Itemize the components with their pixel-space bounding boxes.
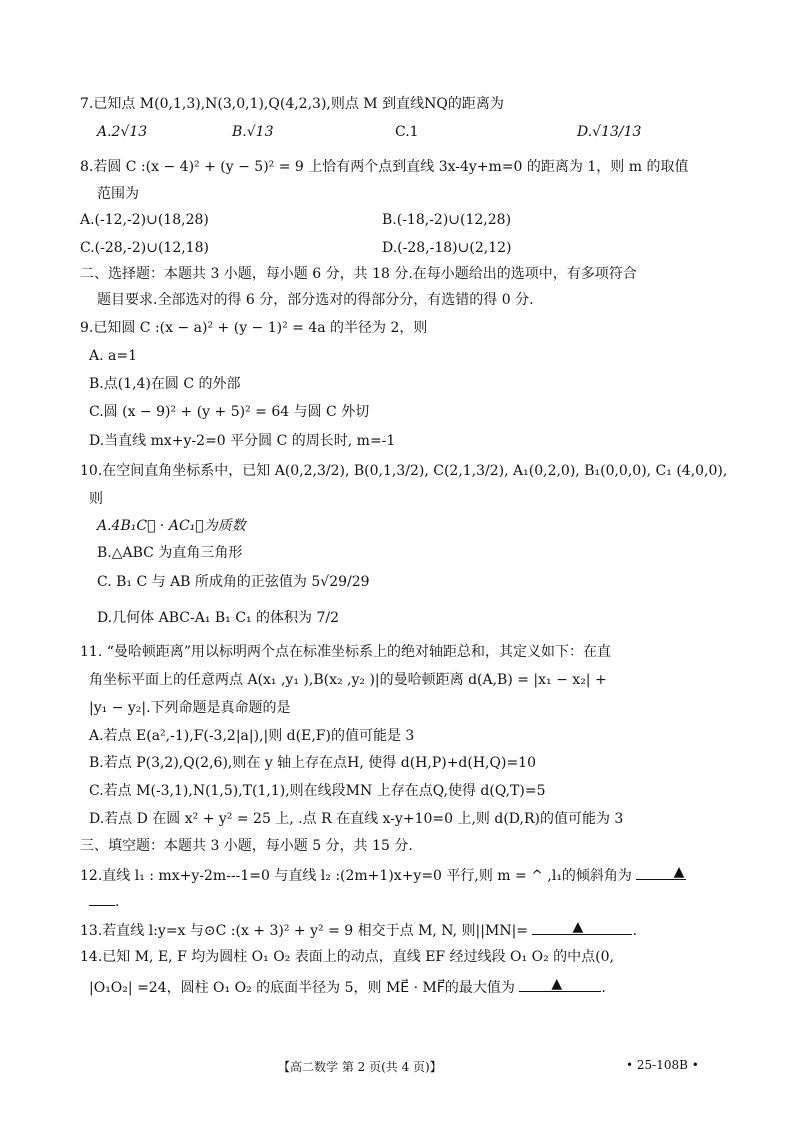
q11-option-b: B.若点 P(3,2),Q(2,6),则在 y 轴上存在点H, 使得 d(H,P)+d(H,Q)=10 [89, 755, 536, 771]
section3-heading: 三、填空题：本题共 3 小题，每小题 5 分，共 15 分. [80, 838, 413, 854]
triangle-marker-icon: ▲ [572, 919, 584, 935]
q14-stem-line2 [89, 975, 606, 998]
q12-stem [80, 863, 686, 886]
q14-answer-blank[interactable] [519, 975, 601, 992]
triangle-marker-icon: ▲ [551, 976, 563, 992]
q7-option-a: A.2√13 [97, 124, 148, 140]
q14-stem-line2-text: |O₁O₂| =24，圆柱 O₁ O₂ 的底面半径为 5，则 ME⃗ · MF⃗的最大值为 [89, 980, 515, 996]
section2-heading-line1: 二、选择题：本题共 3 小题，每小题 6 分，共 18 分.在每小题给出的选项中，有多项符合 [80, 266, 637, 282]
q12-stem-text: 12.直线 l₁ : mx+y-2m---1=0 与直线 l₂ :(2m+1)x+y=0 平行,则 m = ^ ,l₁的倾斜角为 [80, 868, 632, 884]
q13-stem-text: 13.若直线 l:y=x 与⊙C :(x + 3)² + y² = 9 相交于点 M, N, 则||MN|= [80, 923, 529, 939]
q12-answer-blank-1[interactable] [636, 863, 686, 880]
q8-option-c: C.(-28,-2)∪(12,18) [80, 240, 209, 256]
q9-option-c: C.圆 (x − 9)² + (y + 5)² = 64 与圆 C 外切 [89, 404, 370, 420]
q9-option-b: B.点(1,4)在圆 C 的外部 [89, 376, 241, 392]
q9-option-d: D.当直线 mx+y-2=0 平分圆 C 的周长时, m=-1 [89, 433, 396, 449]
q11-stem-line2: 角坐标平面上的任意两点 A(x₁ ,y₁ ),B(x₂ ,y₂ )|的曼哈顿距离 d(A,B) = |x₁ − x₂| + [89, 672, 607, 688]
q12-tail: . [115, 894, 120, 910]
triangle-marker-icon: ▲ [673, 864, 685, 880]
q9-stem: 9.已知圆 C :(x − a)² + (y − 1)² = 4a 的半径为 2，则 [80, 320, 428, 336]
q13-answer-blank[interactable] [532, 918, 632, 935]
q8-option-a: A.(-12,-2)∪(18,28) [80, 212, 209, 228]
q10-stem-line2: 则 [89, 491, 103, 507]
q10-option-b: B.△ABC 为直角三角形 [97, 545, 243, 561]
q7-option-b: B.√13 [232, 124, 274, 140]
q12-continuation [89, 889, 119, 912]
q10-stem-line1: 10.在空间直角坐标系中，已知 A(0,2,3/2), B(0,1,3/2), C(2,1,3/2), A₁(0,2,0), B₁(0,0,0), C₁ (4,0,0), [80, 463, 728, 479]
footer-page-info: 【高二数学 第 2 页(共 4 页)】 [278, 1060, 442, 1074]
section2-heading-line2: 题目要求.全部选对的得 6 分，部分选对的得部分分，有选错的得 0 分. [97, 292, 534, 308]
q11-stem-line3: |y₁ − y₂|.下列命题是真命题的是 [89, 700, 291, 716]
q8-option-d: D.(-28,-18)∪(2,12) [382, 240, 512, 256]
footer-code: • 25-108B • [626, 1058, 699, 1072]
q8-stem-line1: 8.若圆 C :(x − 4)² + (y − 5)² = 9 上恰有两个点到直线 3x-4y+m=0 的距离为 1，则 m 的取值 [80, 159, 689, 175]
q13-stem [80, 918, 637, 941]
q10-option-d: D.几何体 ABC-A₁ B₁ C₁ 的体积为 7/2 [97, 610, 340, 626]
q7-option-c: C.1 [395, 124, 419, 140]
q12-answer-blank-2[interactable] [89, 889, 115, 906]
q11-stem-line1: 11. “曼哈顿距离”用以标明两个点在标准坐标系上的绝对轴距总和，其定义如下：在直 [80, 644, 612, 660]
q9-option-a: A. a=1 [89, 348, 137, 364]
q8-option-b: B.(-18,-2)∪(12,28) [382, 212, 512, 228]
q10-option-c: C. B₁ C 与 AB 所成角的正弦值为 5√29/29 [97, 574, 370, 590]
q7-option-d: D.√13/13 [577, 124, 642, 140]
q11-option-a: A.若点 E(a²,-1),F(-3,2|a|),|则 d(E,F)的值可能是 3 [89, 728, 415, 744]
q14-tail: . [601, 980, 606, 996]
q7-stem: 7.已知点 M(0,1,3),N(3,0,1),Q(4,2,3),则点 M 到直线NQ的距离为 [80, 96, 504, 112]
q11-option-c: C.若点 M(-3,1),N(1,5),T(1,1),则在线段MN 上存在点Q,使得 d(Q,T)=5 [89, 783, 546, 799]
q13-tail: . [632, 923, 637, 939]
q14-stem-line1: 14.已知 M, E, F 均为圆柱 O₁ O₂ 表面上的动点，直线 EF 经过线段 O₁ O₂ 的中点(0, [80, 949, 614, 965]
q8-stem-line2: 范围为 [97, 186, 139, 202]
q11-option-d: D.若点 D 在圆 x² + y² = 25 上, .点 R 在直线 x-y+10=0 上,则 d(D,R)的值可能为 3 [89, 811, 624, 827]
q10-option-a: A.4B₁C⃗ · AC₁⃗为质数 [97, 518, 246, 534]
